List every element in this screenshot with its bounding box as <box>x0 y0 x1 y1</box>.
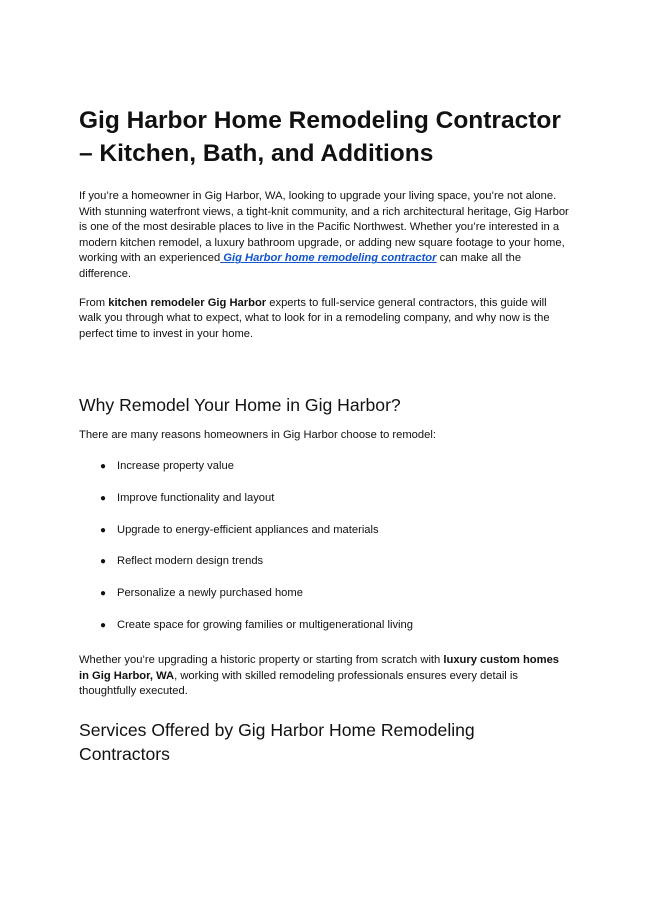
list-item <box>79 491 569 506</box>
page-title: Gig Harbor Home Remodeling Contractor – Kitchen, Bath, and Additions <box>79 107 561 167</box>
closing-prefix: Whether you’re upgrading a historic property or starting from scratch with <box>79 653 444 666</box>
list-item <box>79 459 569 474</box>
bullet-icon: ● <box>100 524 107 536</box>
section-heading-why-remodel: Why Remodel Your Home in Gig Harbor? <box>79 395 401 416</box>
intro-paragraph <box>79 189 569 283</box>
list-item <box>79 554 569 569</box>
list-item-text: Improve functionality and layout <box>117 491 275 504</box>
list-item <box>79 523 569 538</box>
guide-paragraph <box>79 296 569 343</box>
guide-rest: experts to full-service general contractors, this guide will walk you through what to expect, what to look for in a remodeling company, and why now is the perfect time to invest in your home. <box>79 296 550 340</box>
section-lead: There are many reasons homeowners in Gig Harbor choose to remodel: <box>79 429 436 442</box>
reasons-list <box>79 459 569 633</box>
closing-bold-keyword: luxury custom homes in Gig Harbor, WA <box>79 653 560 682</box>
bullet-icon: ● <box>100 460 107 472</box>
list-item <box>79 586 569 601</box>
list-item-text: Upgrade to energy-efficient appliances and materials <box>117 523 379 536</box>
bullet-icon: ● <box>100 556 107 568</box>
list-item-text: Personalize a newly purchased home <box>117 587 303 600</box>
document-page <box>79 104 569 766</box>
list-item <box>79 618 569 633</box>
section-heading-services: Services Offered by Gig Harbor Home Remodeling Contractors <box>79 719 475 764</box>
bullet-icon: ● <box>100 619 107 631</box>
bullet-icon: ● <box>100 492 107 504</box>
closing-rest: , working with skilled remodeling professionals ensures every detail is thoughtfully executed. <box>79 669 518 698</box>
bullet-icon: ● <box>100 588 107 600</box>
list-item-text: Reflect modern design trends <box>117 555 264 568</box>
intro-text: If you’re a homeowner in Gig Harbor, WA, looking to upgrade your living space, you’re not alone. With stunning waterfront views, a tight-knit community, and a rich architectural heritage, Gig Harbor is one of the most desirable places to live in the Pacific Northwest. Whether you’re interested in a modern kitchen remodel, a luxury bathroom upgrade, or adding new square footage to your home, working with an experienced <box>79 190 569 265</box>
contractor-link[interactable]: Gig Harbor home remodeling contractor <box>220 252 437 265</box>
list-item-text: Create space for growing families or multigenerational living <box>117 618 413 631</box>
intro-text-end: can make all the difference. <box>79 252 522 280</box>
list-item-text: Increase property value <box>117 459 234 472</box>
guide-bold-keyword: kitchen remodeler Gig Harbor <box>108 296 267 309</box>
guide-prefix: From <box>79 296 109 309</box>
closing-paragraph <box>79 653 569 700</box>
